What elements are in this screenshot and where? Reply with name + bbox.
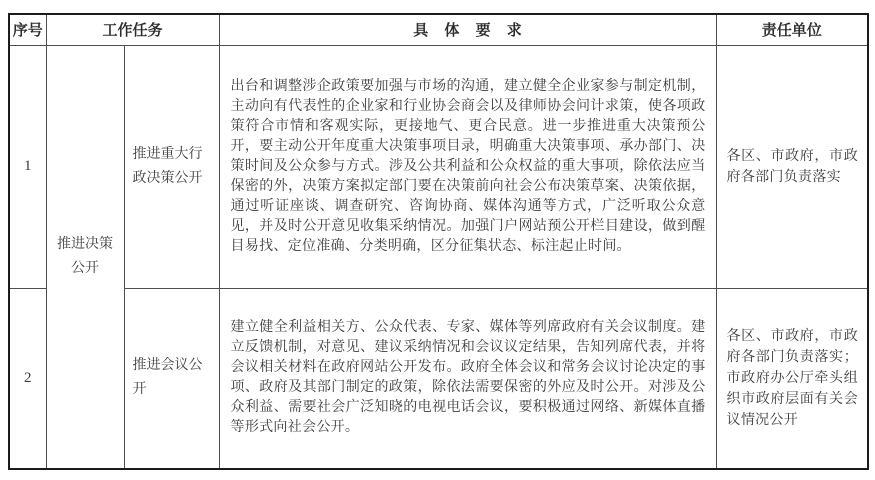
row-number: 2 bbox=[9, 288, 46, 469]
header-index: 序号 bbox=[9, 14, 46, 45]
unit-cell: 各区、市政府，市政府各部门负责落实；市政府办公厅牵头组织市政府层面有关会议情况公开 bbox=[716, 288, 868, 469]
row-number: 1 bbox=[9, 45, 46, 288]
header-task: 工作任务 bbox=[46, 14, 219, 45]
task-group-cell: 推进决策公开 bbox=[46, 45, 124, 469]
table-row bbox=[9, 288, 868, 469]
table-header-row bbox=[9, 14, 868, 45]
header-requirement: 具 体 要 求 bbox=[219, 14, 716, 45]
work-task-table bbox=[8, 13, 869, 470]
requirement-cell: 建立健全利益相关方、公众代表、专家、媒体等列席政府有关会议制度。建立反馈机制，对意见、建议采纳情况和会议议定结果，告知列席代表，并将会议相关材料在政府网站公开发布。政府全体会议和常务会议讨论决定的事项、政府及其部门制定的政策，除依法需要保密的外应及时公开。对涉及公众利益、需要社会广泛知晓的电视电话会议，要积极通过网络、新媒体直播等形式向社会公开。 bbox=[219, 288, 716, 469]
header-unit: 责任单位 bbox=[716, 14, 868, 45]
task-cell: 推进会议公开 bbox=[124, 288, 219, 469]
task-cell: 推进重大行政决策公开 bbox=[124, 45, 219, 288]
table-row bbox=[9, 45, 868, 288]
unit-cell: 各区、市政府，市政府各部门负责落实 bbox=[716, 45, 868, 288]
requirement-cell: 出台和调整涉企政策要加强与市场的沟通，建立健全企业家参与制定机制，主动向有代表性的企业家和行业协会商会以及律师协会问计求策，使各项政策符合市情和客观实际，更接地气、更合民意。进一步推进重大决策预公开，要主动公开年度重大决策事项目录，明确重大决策事项、承办部门、决策时间及公众参与方式。涉及公共利益和公众权益的重大事项，除依法应当保密的外，决策方案拟定部门要在决策前向社会公布决策草案、决策依据，通过听证座谈、调查研究、咨询协商、媒体沟通等方式，广泛听取公众意见，并及时公开意见收集采纳情况。加强门户网站预公开栏目建设，做到醒目易找、定位准确、分类明确，区分征集状态、标注起止时间。 bbox=[219, 45, 716, 288]
